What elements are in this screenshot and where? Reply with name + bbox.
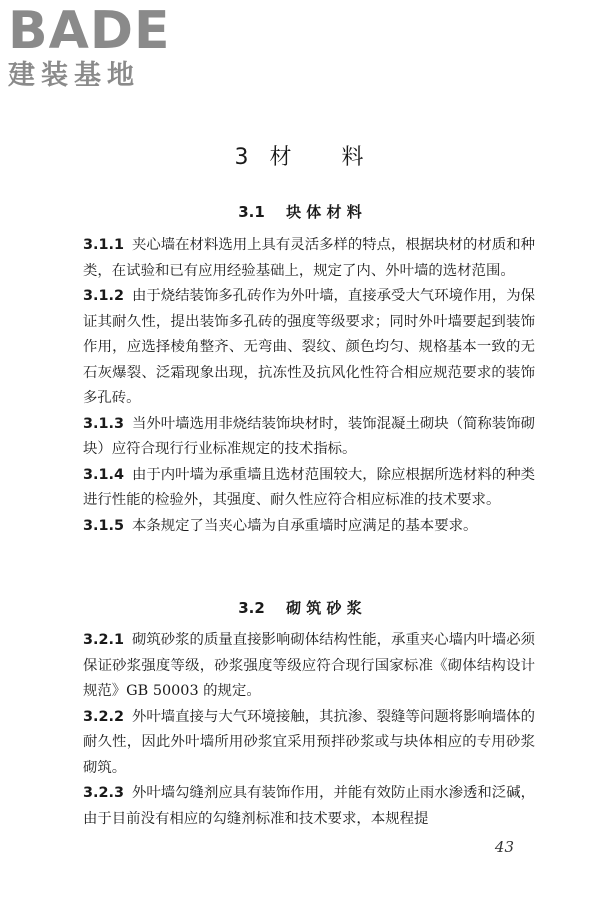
clause-text: 由于内叶墙为承重墙且选材范围较大，除应根据所选材料的种类进行性能的检验外，其强度、耐久性应符合相应标准的技术要求。: [83, 466, 535, 508]
section-heading: [0, 201, 600, 222]
logo-subtitle: 建装基地: [8, 60, 140, 91]
clause-number: 3.1.1: [83, 237, 124, 253]
section-title: 块 体 材 料: [286, 203, 362, 221]
page-number: 43: [494, 838, 514, 856]
clause-number: 3.2.1: [83, 632, 124, 648]
clause-text: 外叶墙直接与大气环境接触，其抗渗、裂缝等问题将影响墙体的耐久性，因此外叶墙所用砂浆宜采用预拌砂浆或与块体相应的专用砂浆砌筑。: [83, 708, 535, 776]
clause: [83, 781, 535, 832]
clause-number: 3.1.2: [83, 288, 124, 304]
clause: [83, 284, 535, 412]
clause: [83, 233, 535, 284]
clause-number: 3.2.2: [83, 708, 124, 725]
clause: [83, 705, 535, 782]
clause-text: 当外叶墙选用非烧结装饰块材时，装饰混凝土砌块（简称装饰砌块）应符合现行行业标准规定的技术指标。: [83, 415, 535, 457]
chapter-heading: [0, 140, 600, 171]
section-number: 3.2: [238, 599, 265, 617]
clause-text: 夹心墙在材料选用上具有灵活多样的特点，根据块材的材质和种类，在试验和已有应用经验基础上，规定了内、外叶墙的选材范围。: [83, 237, 535, 279]
clause: [83, 514, 535, 540]
logo-brand: BADE: [8, 1, 171, 61]
clause: [83, 412, 535, 463]
clause-text: 由于烧结装饰多孔砖作为外叶墙，直接承受大气环境作用，为保证其耐久性，提出装饰多孔砖的强度等级要求；同时外叶墙要起到装饰作用，应选择棱角整齐、无弯曲、裂纹、颜色均匀、规格基本一致的无石灰爆裂、泛霜现象出现，抗冻性及抗风化性符合相应规范要求的装饰多孔砖。: [83, 288, 535, 406]
logo: [8, 1, 188, 92]
section-title: 砌 筑 砂 浆: [286, 599, 362, 617]
clause-text: 砌筑砂浆的质量直接影响砌体结构性能，承重夹心墙内叶墙必须保证砂浆强度等级，砂浆强度等级应符合现行国家标准《砌体结构设计规范》GB 50003 的规定。: [83, 632, 535, 699]
clause-number: 3.2.3: [83, 785, 124, 801]
section-number: 3.1: [238, 203, 265, 221]
clause: [83, 463, 535, 514]
clause-number: 3.1.3: [83, 415, 124, 432]
chapter-title: 材 料: [269, 145, 366, 170]
section-body: [83, 628, 535, 832]
chapter-number: 3: [234, 145, 251, 170]
clause-number: 3.1.5: [83, 517, 124, 534]
section-body: [83, 233, 535, 539]
clause-text: 外叶墙勾缝剂应具有装饰作用，并能有效防止雨水渗透和泛碱，由于目前没有相应的勾缝剂标准和技术要求，本规程提: [83, 785, 535, 827]
clause: [83, 628, 535, 705]
clause-text: 本条规定了当夹心墙为自承重墙时应满足的基本要求。: [131, 517, 478, 534]
clause-number: 3.1.4: [83, 466, 124, 483]
section-heading: [0, 597, 600, 618]
